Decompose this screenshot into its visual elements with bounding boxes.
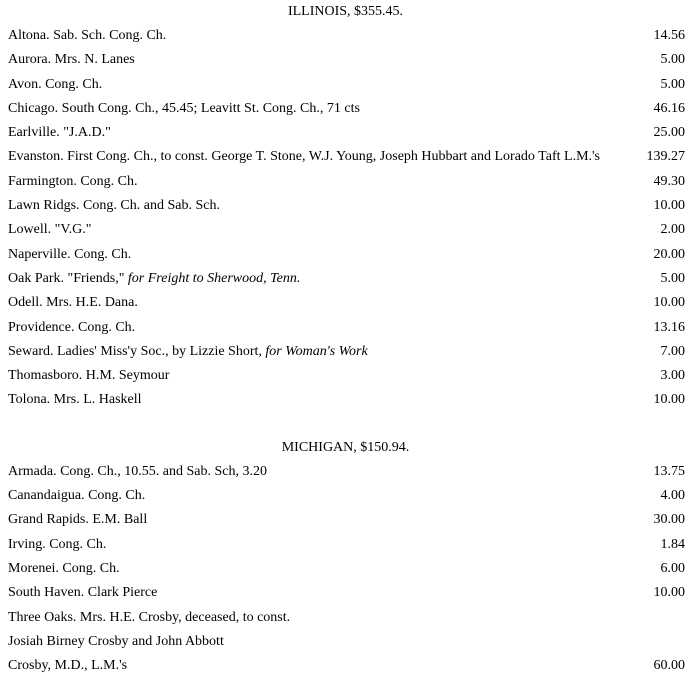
donation-row xyxy=(0,243,691,267)
donation-description-text: Earlville. "J.A.D." xyxy=(8,125,111,141)
donation-amount: 7.00 xyxy=(660,343,685,359)
donation-amount: 10.00 xyxy=(653,198,685,214)
donation-description-text: Altona. Sab. Sch. Cong. Ch. xyxy=(8,28,167,43)
donation-description-text: Avon. Cong. Ch. xyxy=(8,76,103,92)
donation-description-text: Seward. Ladies' Miss'y Soc., by Lizzie Short, xyxy=(8,343,266,359)
donation-description xyxy=(8,388,142,412)
donation-amount: 13.75 xyxy=(653,463,685,479)
donation-description xyxy=(8,364,169,388)
section-heading: MICHIGAN, $150.94. xyxy=(281,439,410,455)
donation-designation: for Freight to Sherwood, Tenn. xyxy=(127,270,301,286)
donation-row xyxy=(0,48,691,72)
donation-amount: 20.00 xyxy=(653,246,685,262)
donation-description xyxy=(8,170,138,194)
donation-description xyxy=(8,267,300,291)
donation-row xyxy=(0,581,691,605)
donation-description-text: Morenei. Cong. Ch. xyxy=(8,560,120,576)
donation-amount: 4.00 xyxy=(660,488,685,504)
donation-amount: 5.00 xyxy=(660,76,685,92)
donation-amount: 139.27 xyxy=(646,149,685,165)
donation-amount: 49.30 xyxy=(653,173,685,189)
donation-row xyxy=(0,508,691,532)
donation-row xyxy=(0,218,691,242)
donation-amount: 60.00 xyxy=(653,658,685,674)
donation-description-text: Aurora. Mrs. N. Lanes xyxy=(8,52,135,68)
donation-row xyxy=(0,606,691,630)
donation-description-text: Armada. Cong. Ch., 10.55. and Sab. Sch, 3.20 xyxy=(8,463,267,479)
donation-row xyxy=(0,654,691,678)
donation-description xyxy=(8,243,131,267)
donation-row xyxy=(0,533,691,557)
donation-amount: 30.00 xyxy=(653,512,685,528)
donation-row xyxy=(0,24,691,48)
donation-amount: 5.00 xyxy=(660,52,685,68)
donation-row xyxy=(0,267,691,291)
donation-description xyxy=(8,630,224,654)
donation-row xyxy=(0,460,691,484)
donation-row xyxy=(0,97,691,121)
donation-description-text: Odell. Mrs. H.E. Dana. xyxy=(8,295,138,311)
donation-description xyxy=(8,121,111,145)
donation-amount: 10.00 xyxy=(653,585,685,601)
donation-amount: 10.00 xyxy=(653,295,685,311)
donation-row xyxy=(0,316,691,340)
donation-amount: 2.00 xyxy=(660,222,685,238)
donation-description-text: Oak Park. "Friends," xyxy=(8,270,128,286)
donation-description-text: Farmington. Cong. Ch. xyxy=(8,173,138,189)
donation-description xyxy=(8,316,135,340)
donation-description-text: Naperville. Cong. Ch. xyxy=(8,246,132,262)
donation-description-text: Lowell. "V.G." xyxy=(8,222,92,238)
donation-description xyxy=(8,291,138,315)
donation-description xyxy=(8,508,147,532)
donation-description xyxy=(8,606,290,630)
donation-description-text: Providence. Cong. Ch. xyxy=(8,319,136,335)
donation-amount: 6.00 xyxy=(660,560,685,576)
donation-amount: 3.00 xyxy=(660,368,685,384)
donation-amount: 5.00 xyxy=(660,270,685,286)
donation-row xyxy=(0,194,691,218)
donation-description-text: Tolona. Mrs. L. Haskell xyxy=(8,392,142,408)
donation-description-text: Evanston. First Cong. Ch., to const. George T. Stone, W.J. Young, Joseph Hubbart and Lorado Taft L.M.'s xyxy=(8,149,600,165)
donation-description-text: Thomasboro. H.M. Seymour xyxy=(8,368,170,384)
donation-description xyxy=(8,484,145,508)
donation-description xyxy=(8,340,368,364)
donation-description xyxy=(8,97,360,121)
donation-amount: 10.00 xyxy=(653,392,685,408)
donation-description xyxy=(8,145,600,169)
donation-description-text: Chicago. South Cong. Ch., 45.45; Leavitt St. Cong. Ch., 71 cts xyxy=(8,100,360,116)
donation-description-text: Canandaigua. Cong. Ch. xyxy=(8,488,146,504)
donation-description xyxy=(8,218,92,242)
donation-description xyxy=(8,654,127,678)
donation-description xyxy=(8,24,166,48)
section-heading: ILLINOIS, $355.45. xyxy=(287,4,404,19)
donation-description xyxy=(8,557,120,581)
donation-description xyxy=(8,533,106,557)
donation-row xyxy=(0,340,691,364)
donation-row xyxy=(0,291,691,315)
donation-description xyxy=(8,581,157,605)
donation-row xyxy=(0,121,691,145)
donation-amount: 25.00 xyxy=(653,125,685,141)
section-spacer xyxy=(0,413,691,436)
donation-description-text: Irving. Cong. Ch. xyxy=(8,536,107,552)
donation-row xyxy=(0,484,691,508)
donation-description xyxy=(8,73,102,97)
donation-description-text: Lawn Ridgs. Cong. Ch. and Sab. Sch. xyxy=(8,198,220,214)
donation-amount: 13.16 xyxy=(653,319,685,335)
donation-description xyxy=(8,48,135,72)
donation-description xyxy=(8,460,267,484)
donation-row xyxy=(0,364,691,388)
donation-designation: for Woman's Work xyxy=(265,343,368,359)
donation-description-text: Josiah Birney Crosby and John Abbott xyxy=(8,633,224,649)
donation-description-text: Three Oaks. Mrs. H.E. Crosby, deceased, to const. xyxy=(8,609,291,625)
donation-row xyxy=(0,170,691,194)
donation-amount: 14.56 xyxy=(653,28,685,43)
donation-row xyxy=(0,630,691,654)
donation-row xyxy=(0,73,691,97)
donation-description-text: Grand Rapids. E.M. Ball xyxy=(8,512,148,528)
donation-row xyxy=(0,557,691,581)
donation-description-text: Crosby, M.D., L.M.'s xyxy=(8,658,128,674)
donation-amount: 46.16 xyxy=(653,100,685,116)
donation-description xyxy=(8,194,220,218)
donation-row xyxy=(0,145,691,169)
donation-amount: 1.84 xyxy=(660,536,685,552)
donation-description-text: South Haven. Clark Pierce xyxy=(8,585,158,601)
donation-row xyxy=(0,388,691,412)
